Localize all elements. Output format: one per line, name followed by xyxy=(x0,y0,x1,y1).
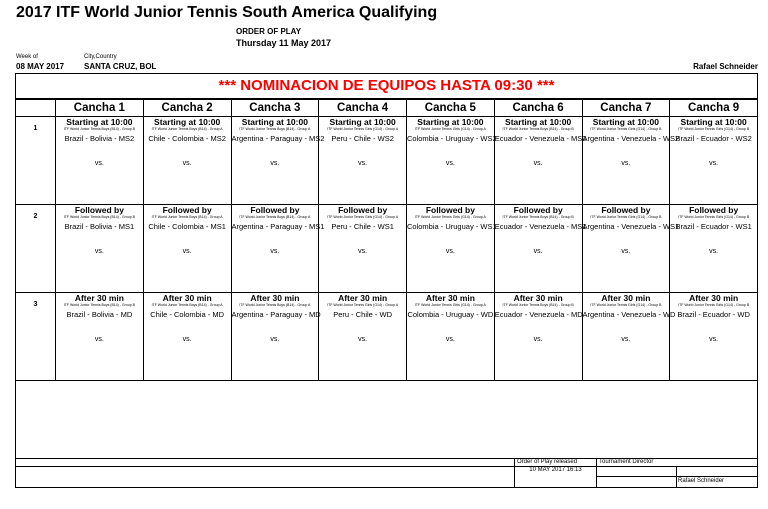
match-vs: vs. xyxy=(94,160,104,167)
match-event: ITF World Junior Tennis Girls (G14) - Group B xyxy=(678,215,750,219)
match-vs: vs. xyxy=(270,336,280,343)
match-vs: vs. xyxy=(358,160,368,167)
match-cell xyxy=(670,117,758,205)
match-cell xyxy=(319,293,407,381)
match-vs: vs. xyxy=(533,160,543,167)
match-cell xyxy=(56,205,144,293)
row-number: 3 xyxy=(16,293,56,381)
match-event: ITF World Junior Tennis Girls (G14) - Group B xyxy=(590,127,662,131)
order-of-play-date: Thursday 11 May 2017 xyxy=(236,38,332,48)
released-label: Order of Play released xyxy=(514,459,596,467)
match-event: ITF World Junior Tennis Girls (G14) - Group B xyxy=(590,303,662,307)
match-teams: Ecuador - Venezuela - MS2 xyxy=(494,134,587,143)
match-time: Starting at 10:00 xyxy=(66,117,133,127)
tournament-director-label: Tournament Director xyxy=(596,459,676,467)
match-teams: Brazil - Ecuador - WS1 xyxy=(675,222,752,231)
match-teams: Ecuador - Venezuela - MS1 xyxy=(494,222,587,231)
court-header: Cancha 3 xyxy=(231,100,319,117)
match-time: After 30 min xyxy=(338,293,388,303)
match-cell xyxy=(494,293,582,381)
match-vs: vs. xyxy=(621,336,631,343)
match-event: ITF World Junior Tennis Girls (G14) - Group A xyxy=(327,215,399,219)
match-cell xyxy=(56,293,144,381)
match-event: ITF World Junior Tennis Girls (G14) - Group B xyxy=(678,127,750,131)
match-cell xyxy=(143,293,231,381)
match-vs: vs. xyxy=(270,248,280,255)
match-cell xyxy=(582,117,680,205)
match-time: Followed by xyxy=(250,205,300,215)
match-vs: vs. xyxy=(533,336,543,343)
week-of-label: Week of xyxy=(16,54,38,60)
match-time: Followed by xyxy=(689,205,739,215)
match-time: Followed by xyxy=(74,205,124,215)
corner-cell xyxy=(16,100,56,117)
match-vs: vs. xyxy=(621,160,631,167)
court-header-row xyxy=(16,100,758,117)
match-cell xyxy=(231,293,319,381)
match-vs: vs. xyxy=(445,248,455,255)
match-teams: Argentina - Paraguay - MS2 xyxy=(231,134,325,143)
released-value: 10 MAY 2017 16:13 xyxy=(514,467,596,487)
match-event: ITF World Junior Tennis Boys (B14) - Group B xyxy=(63,303,135,307)
city-country-value: SANTA CRUZ, BOL xyxy=(84,62,157,71)
match-cell xyxy=(143,117,231,205)
match-event: ITF World Junior Tennis Girls (G14) - Group A xyxy=(414,127,486,131)
match-event: ITF World Junior Tennis Boys (B14) - Group A xyxy=(151,303,223,307)
match-event: ITF World Junior Tennis Girls (G14) - Group A xyxy=(414,303,486,307)
match-vs: vs. xyxy=(533,248,543,255)
match-time: Followed by xyxy=(162,205,212,215)
match-cell xyxy=(582,205,680,293)
order-of-play-heading: ORDER OF PLAY xyxy=(236,27,302,36)
match-event: ITF World Junior Tennis Boys (B14) - Group B xyxy=(502,215,574,219)
match-vs: vs. xyxy=(182,160,192,167)
row-number: 1 xyxy=(16,117,56,205)
document-title: 2017 ITF World Junior Tennis South America Qualifying xyxy=(16,4,438,21)
match-teams: Ecuador - Venezuela - MD xyxy=(494,310,583,319)
match-event: ITF World Junior Tennis Boys (B14) - Group B xyxy=(63,127,135,131)
schedule-row xyxy=(16,293,758,381)
empty-cell xyxy=(16,381,758,461)
match-time: After 30 min xyxy=(162,293,212,303)
match-time: Starting at 10:00 xyxy=(329,117,396,127)
match-time: Starting at 10:00 xyxy=(592,117,659,127)
court-header: Cancha 4 xyxy=(319,100,407,117)
match-cell xyxy=(494,117,587,205)
court-header: Cancha 1 xyxy=(56,100,144,117)
match-teams: Chile - Colombia - MS2 xyxy=(148,134,226,143)
match-time: Followed by xyxy=(513,205,563,215)
match-cell xyxy=(231,205,325,293)
court-header: Cancha 9 xyxy=(670,100,758,117)
match-teams: Argentina - Paraguay - MS1 xyxy=(231,222,325,231)
court-header: Cancha 7 xyxy=(582,100,670,117)
match-cell xyxy=(319,117,407,205)
match-time: Followed by xyxy=(338,205,388,215)
match-teams: Brazil - Bolivia - MD xyxy=(66,310,133,319)
match-event: ITF World Junior Tennis Boys (B14) - Group A xyxy=(239,127,311,131)
match-event: ITF World Junior Tennis Girls (G14) - Group A xyxy=(327,127,399,131)
match-event: ITF World Junior Tennis Girls (G14) - Group A xyxy=(414,215,486,219)
match-vs: vs. xyxy=(709,248,719,255)
match-teams: Colombia - Uruguay - WS1 xyxy=(407,222,497,231)
court-header: Cancha 5 xyxy=(407,100,495,117)
tournament-director-name: Rafael Schneider xyxy=(678,478,725,484)
match-vs: vs. xyxy=(445,160,455,167)
match-event: ITF World Junior Tennis Boys (B14) - Group B xyxy=(502,303,574,307)
match-teams: Chile - Colombia - MS1 xyxy=(148,222,226,231)
match-cell xyxy=(56,117,144,205)
match-event: ITF World Junior Tennis Girls (G14) - Group B xyxy=(590,215,662,219)
match-event: ITF World Junior Tennis Girls (G14) - Group A xyxy=(327,303,399,307)
match-event: ITF World Junior Tennis Boys (B14) - Group A xyxy=(151,127,223,131)
match-time: Starting at 10:00 xyxy=(154,117,221,127)
match-time: After 30 min xyxy=(250,293,300,303)
match-vs: vs. xyxy=(270,160,280,167)
match-event: ITF World Junior Tennis Boys (B14) - Group A xyxy=(239,215,311,219)
match-vs: vs. xyxy=(94,336,104,343)
match-cell xyxy=(407,293,495,381)
match-time: Followed by xyxy=(425,205,475,215)
match-vs: vs. xyxy=(182,336,192,343)
match-teams: Argentina - Venezuela - WS2 xyxy=(582,134,680,143)
match-vs: vs. xyxy=(358,336,368,343)
match-teams: Argentina - Venezuela - WD xyxy=(582,310,676,319)
tournament-director-signature-box xyxy=(596,467,676,487)
match-time: Starting at 10:00 xyxy=(505,117,572,127)
match-event: ITF World Junior Tennis Boys (B14) - Group A xyxy=(151,215,223,219)
signature-line xyxy=(596,476,758,477)
empty-row xyxy=(16,381,758,461)
order-of-play-grid xyxy=(15,99,758,460)
match-teams: Brazil - Ecuador - WD xyxy=(677,310,750,319)
match-time: After 30 min xyxy=(689,293,739,303)
match-event: ITF World Junior Tennis Boys (B14) - Group B xyxy=(502,127,574,131)
match-teams: Argentina - Paraguay - MD xyxy=(231,310,321,319)
match-event: ITF World Junior Tennis Boys (B14) - Group B xyxy=(63,215,135,219)
match-cell xyxy=(319,205,407,293)
match-time: Followed by xyxy=(601,205,651,215)
match-teams: Peru - Chile - WD xyxy=(333,310,392,319)
match-teams: Peru - Chile - WS2 xyxy=(331,134,394,143)
match-cell xyxy=(407,117,495,205)
match-vs: vs. xyxy=(358,248,368,255)
match-teams: Brazil - Bolivia - MS1 xyxy=(64,222,135,231)
court-header: Cancha 6 xyxy=(494,100,582,117)
schedule-row xyxy=(16,205,758,293)
match-vs: vs. xyxy=(621,248,631,255)
match-vs: vs. xyxy=(182,248,192,255)
match-time: Starting at 10:00 xyxy=(417,117,484,127)
match-cell xyxy=(494,205,587,293)
match-cell xyxy=(582,293,676,381)
tournament-director-name-box xyxy=(676,467,758,487)
match-cell xyxy=(407,205,495,293)
referee-name: Rafael Schneider xyxy=(693,62,758,71)
schedule-row xyxy=(16,117,758,205)
city-country-label: City,Country xyxy=(84,54,117,60)
match-time: After 30 min xyxy=(425,293,475,303)
match-time: After 30 min xyxy=(74,293,124,303)
match-cell xyxy=(670,293,758,381)
match-teams: Peru - Chile - WS1 xyxy=(331,222,394,231)
court-header: Cancha 2 xyxy=(143,100,231,117)
match-time: After 30 min xyxy=(513,293,563,303)
match-time: Starting at 10:00 xyxy=(680,117,747,127)
match-time: Starting at 10:00 xyxy=(241,117,308,127)
match-teams: Colombia - Uruguay - WS2 xyxy=(407,134,497,143)
match-vs: vs. xyxy=(445,336,455,343)
row-number: 2 xyxy=(16,205,56,293)
match-cell xyxy=(231,117,325,205)
match-cell xyxy=(670,205,758,293)
match-vs: vs. xyxy=(709,336,719,343)
match-teams: Brazil - Bolivia - MS2 xyxy=(64,134,135,143)
match-teams: Colombia - Uruguay - WD xyxy=(407,310,494,319)
match-teams: Chile - Colombia - MD xyxy=(150,310,225,319)
nomination-banner: *** NOMINACION DE EQUIPOS HASTA 09:30 *** xyxy=(15,73,758,99)
match-vs: vs. xyxy=(709,160,719,167)
match-event: ITF World Junior Tennis Boys (B14) - Group A xyxy=(239,303,311,307)
week-of-value: 08 MAY 2017 xyxy=(16,62,65,71)
match-cell xyxy=(143,205,231,293)
match-teams: Argentina - Venezuela - WS1 xyxy=(582,222,680,231)
match-event: ITF World Junior Tennis Girls (G14) - Group B xyxy=(678,303,750,307)
match-vs: vs. xyxy=(94,248,104,255)
match-time: After 30 min xyxy=(601,293,651,303)
match-teams: Brazil - Ecuador - WS2 xyxy=(675,134,752,143)
